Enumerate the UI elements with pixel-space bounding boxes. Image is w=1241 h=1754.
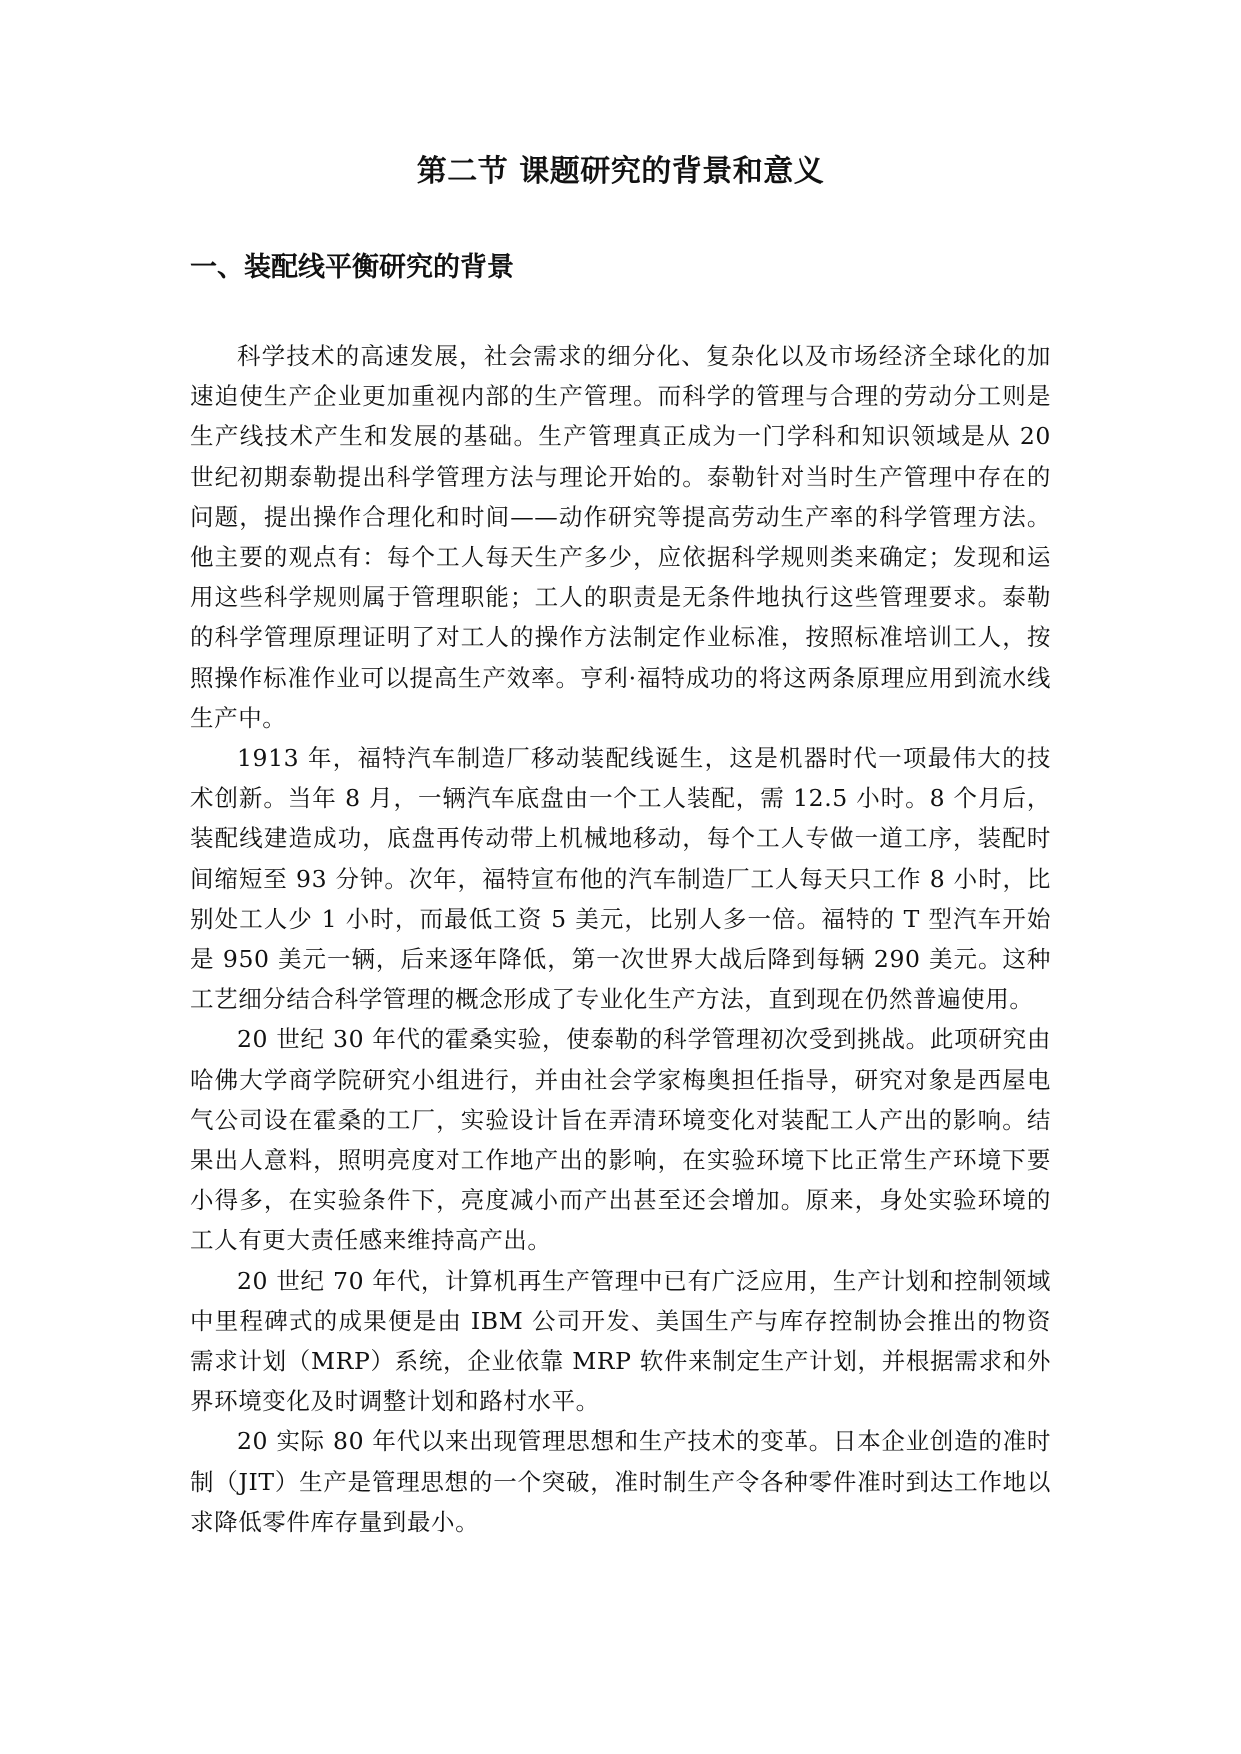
body-text bbox=[190, 336, 1051, 1542]
subsection-title: 一、装配线平衡研究的背景 bbox=[190, 252, 514, 283]
paragraph-ford-assembly-line: 1913 年，福特汽车制造厂移动装配线诞生，这是机器时代一项最伟大的技术创新。当年 8 月，一辆汽车底盘由一个工人装配，需 12.5 小时。8 个月后，装配线建造成功，底盘再传动带上机械地移动，每个工人专做一道工序，装配时间缩短至 93 分钟。次年，福特宣布他的汽车制造厂工人每天只工作 8 小时，比别处工人少 1 小时，而最低工资 5 美元，比别人多一倍。福特的 T 型汽车开始是 950 美元一辆，后来逐年降低，第一次世界大战后降到每辆 290 美元。这种工艺细分结合科学管理的概念形成了专业化生产方法，直到现在仍然普遍使用。 bbox=[190, 744, 1051, 1014]
section-title: 第二节 课题研究的背景和意义 bbox=[416, 154, 825, 189]
paragraph-hawthorne-experiment: 20 世纪 30 年代的霍桑实验，使泰勒的科学管理初次受到挑战。此项研究由哈佛大学商学院研究小组进行，并由社会学家梅奥担任指导，研究对象是西屋电气公司设在霍桑的工厂，实验设计旨在弄清环境变化对装配工人产出的影响。结果出人意料，照明亮度对工作地产出的影响，在实验环境下比正常生产环境下要小得多，在实验条件下，亮度减小而产出甚至还会增加。原来，身处实验环境的工人有更大责任感来维持高产出。 bbox=[190, 1025, 1051, 1255]
paragraph-jit-production: 20 实际 80 年代以来出现管理思想和生产技术的变革。日本企业创造的准时制（JIT）生产是管理思想的一个突破，准时制生产令各种零件准时到达工作地以求降低零件库存量到最小。 bbox=[190, 1427, 1051, 1536]
paragraph-mrp-system: 20 世纪 70 年代，计算机再生产管理中已有广泛应用，生产计划和控制领域中里程碑式的成果便是由 IBM 公司开发、美国生产与库存控制协会推出的物资需求计划（MRP）系统，企业依靠 MRP 软件来制定生产计划，并根据需求和外界环境变化及时调整计划和路村水平。 bbox=[190, 1266, 1051, 1416]
paragraph-taylor-background: 科学技术的高速发展，社会需求的细分化、复杂化以及市场经济全球化的加速迫使生产企业更加重视内部的生产管理。而科学的管理与合理的劳动分工则是生产线技术产生和发展的基础。生产管理真正成为一门学科和知识领域是从 20 世纪初期泰勒提出科学管理方法与理论开始的。泰勒针对当时生产管理中存在的问题，提出操作合理化和时间——动作研究等提高劳动生产率的科学管理方法。他主要的观点有：每个工人每天生产多少，应依据科学规则类来确定；发现和运用这些科学规则属于管理职能；工人的职责是无条件地执行这些管理要求。泰勒的科学管理原理证明了对工人的操作方法制定作业标准，按照标准培训工人，按照操作标准作业可以提高生产效率。亨利·福特成功的将这两条原理应用到流水线生产中。 bbox=[190, 342, 1051, 732]
